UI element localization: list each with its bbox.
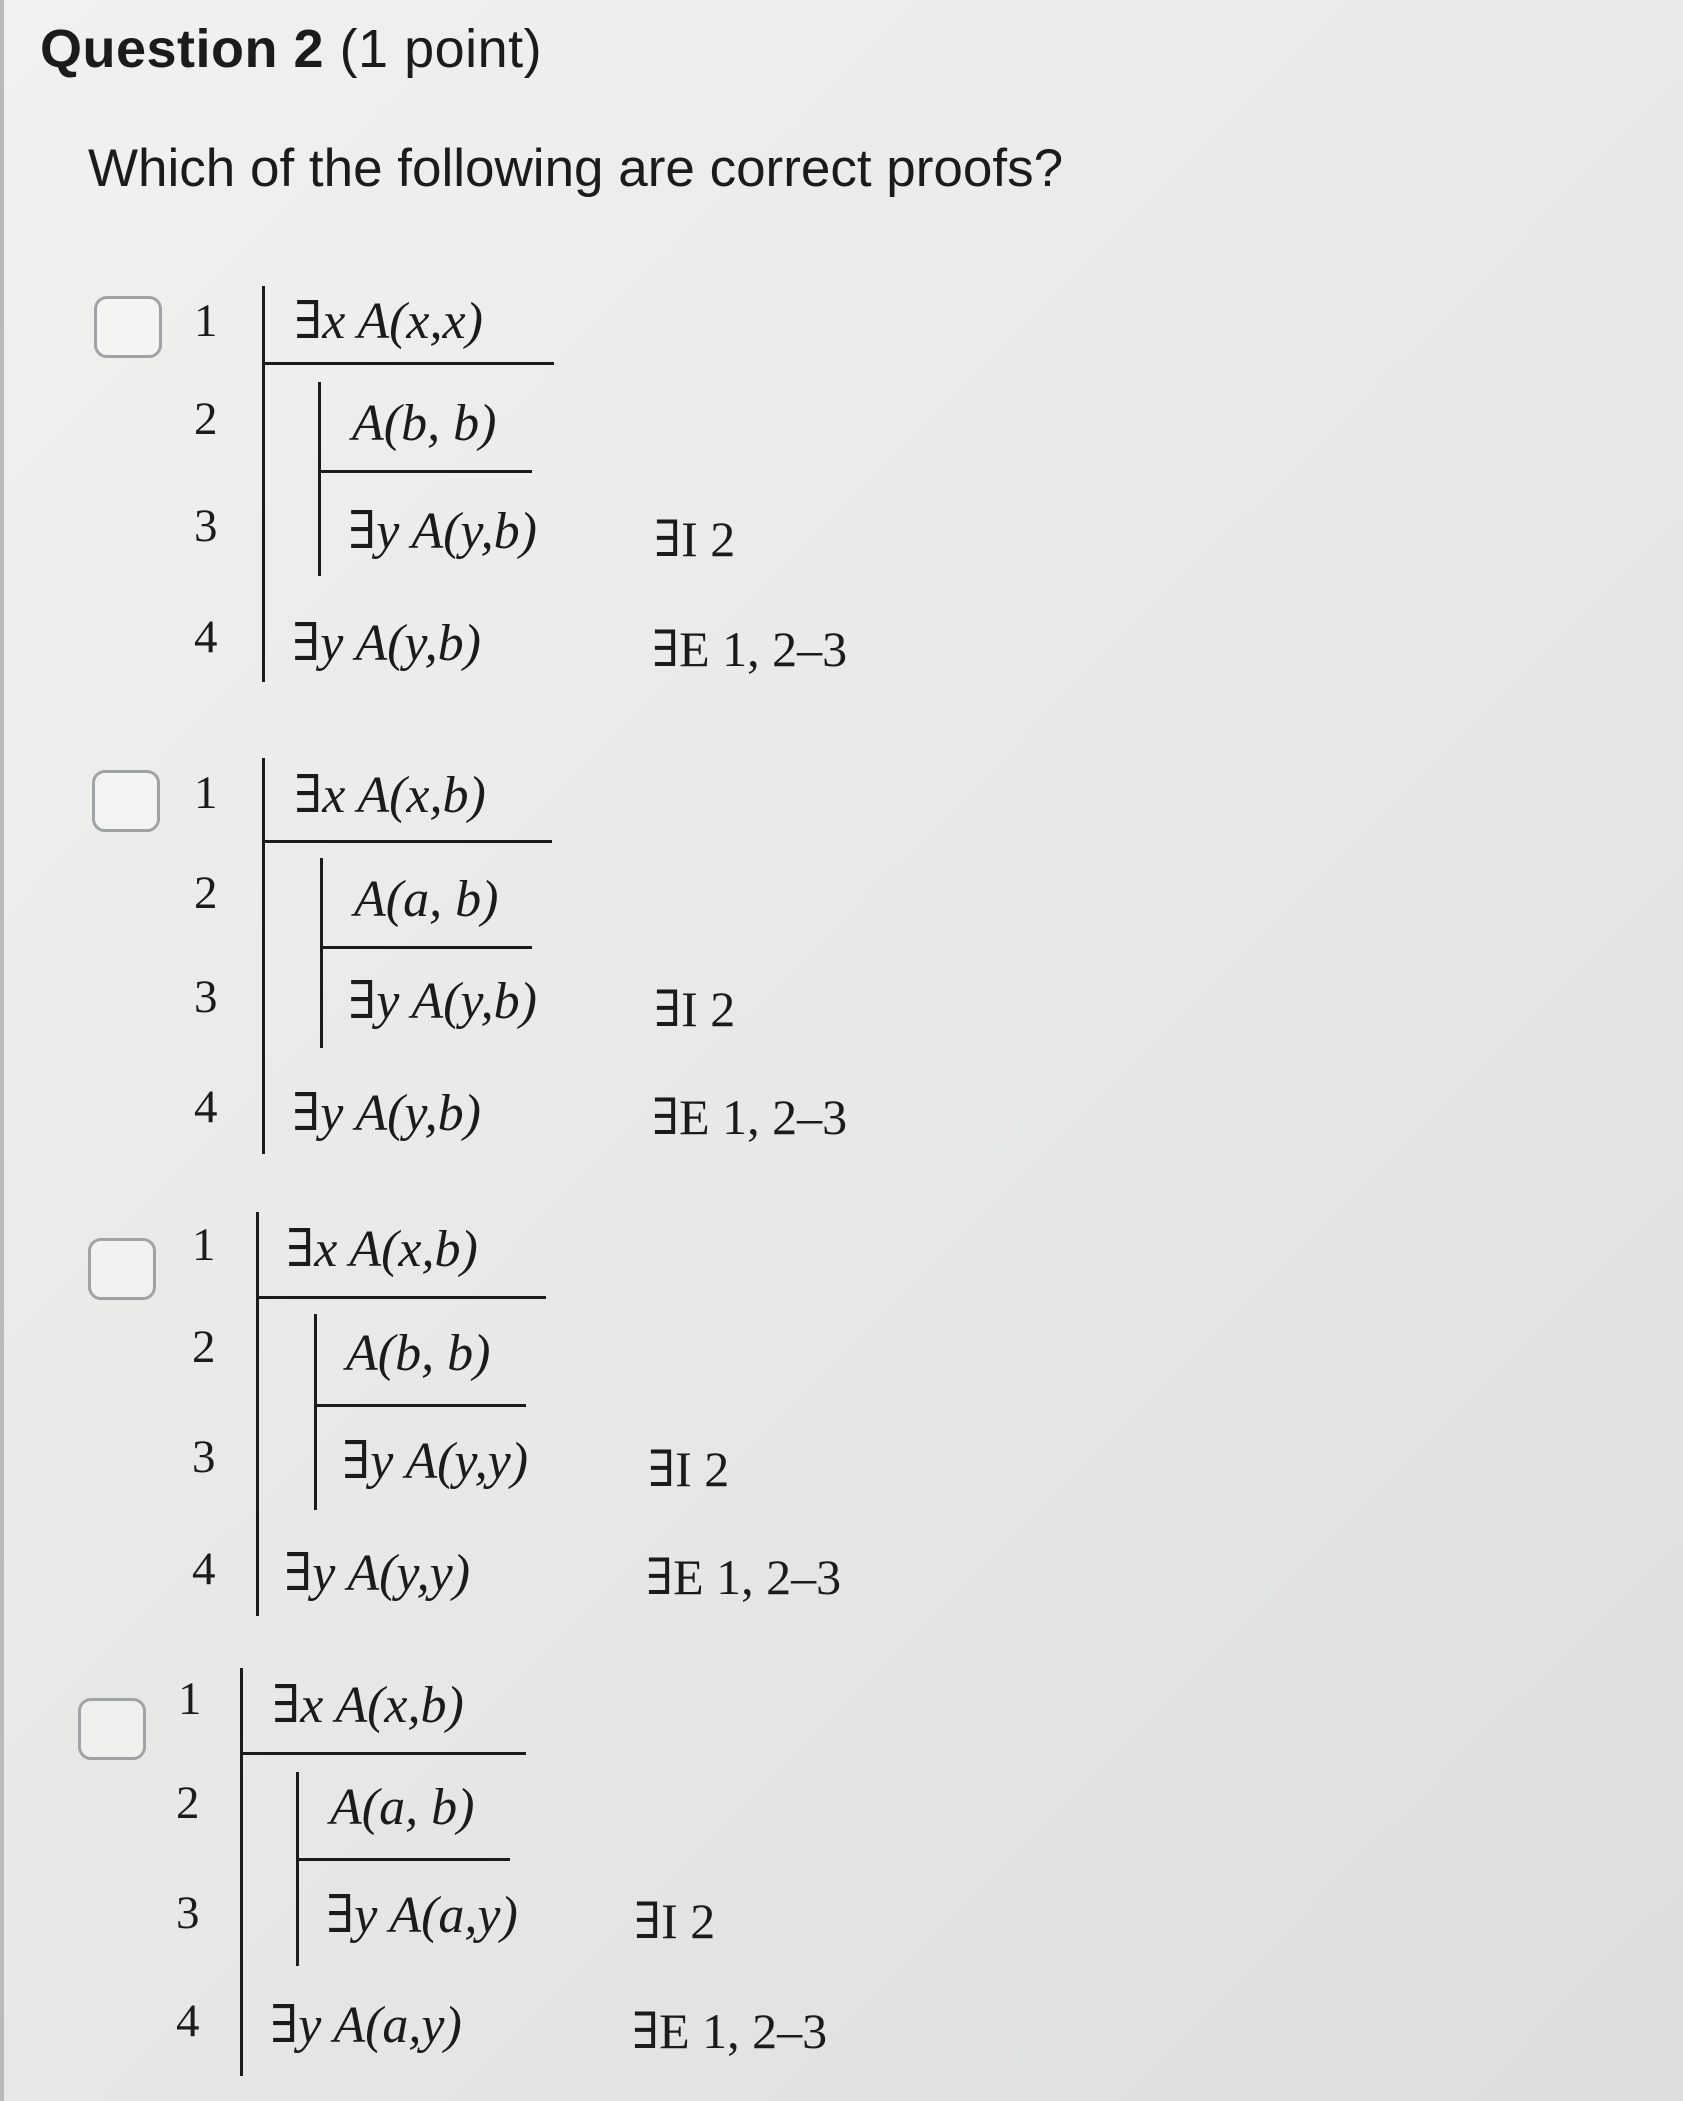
justification: ∃E 1, 2–3	[652, 621, 848, 677]
line-number: 1	[194, 295, 218, 347]
answer-option-3[interactable]	[88, 1219, 1088, 1638]
subproof-scope-bar	[296, 1772, 299, 1966]
assumption-formula: A(b, b)	[352, 395, 497, 452]
line-number: 4	[194, 611, 218, 663]
premise-separator	[256, 1296, 546, 1299]
window-edge	[0, 0, 4, 2101]
premise-separator	[262, 362, 554, 365]
option-checkbox[interactable]	[94, 296, 162, 358]
line-number: 2	[194, 393, 218, 445]
question-title	[40, 18, 542, 80]
premise-separator	[240, 1752, 526, 1755]
proof-scope-bar	[256, 1212, 259, 1616]
option-checkbox[interactable]	[88, 1238, 156, 1300]
line-number: 1	[194, 767, 218, 819]
assumption-formula: A(a, b)	[354, 871, 499, 928]
assumption-separator	[296, 1858, 510, 1861]
line-number: 2	[176, 1777, 200, 1829]
line-number: 3	[194, 971, 218, 1023]
question-number: Question 2	[40, 19, 325, 79]
answer-option-1[interactable]	[94, 293, 1094, 696]
premise-formula: ∃x A(x,b)	[286, 1221, 478, 1278]
question-points: (1 point)	[339, 19, 543, 79]
line-number: 1	[178, 1673, 202, 1725]
justification: ∃I 2	[634, 1893, 716, 1949]
premise-separator	[262, 840, 552, 843]
conclusion-formula: ∃y A(y,y)	[284, 1545, 471, 1602]
assumption-separator	[314, 1404, 526, 1407]
proof-scope-bar	[262, 286, 265, 682]
justification: ∃E 1, 2–3	[632, 2003, 828, 2059]
premise-formula: ∃x A(x,x)	[294, 293, 483, 350]
premise-formula: ∃x A(x,b)	[272, 1677, 464, 1734]
line-number: 1	[192, 1219, 216, 1271]
derived-formula: ∃y A(y,b)	[348, 503, 537, 560]
option-checkbox[interactable]	[78, 1698, 146, 1760]
assumption-formula: A(a, b)	[330, 1779, 475, 1836]
line-number: 4	[176, 1995, 200, 2047]
conclusion-formula: ∃y A(y,b)	[292, 615, 481, 672]
conclusion-formula: ∃y A(y,b)	[292, 1085, 481, 1142]
proof-scope-bar	[240, 1668, 243, 2076]
derived-formula: ∃y A(y,b)	[348, 973, 537, 1030]
derived-formula: ∃y A(a,y)	[326, 1887, 518, 1944]
justification: ∃I 2	[654, 511, 736, 567]
question-prompt: Which of the following are correct proofs?	[88, 139, 1064, 198]
justification: ∃I 2	[654, 981, 736, 1037]
subproof-scope-bar	[314, 1314, 317, 1510]
assumption-formula: A(b, b)	[346, 1325, 491, 1382]
option-checkbox[interactable]	[92, 770, 160, 832]
answer-option-4[interactable]	[78, 1673, 1078, 2098]
line-number: 2	[194, 867, 218, 919]
line-number: 4	[194, 1081, 218, 1133]
justification: ∃E 1, 2–3	[652, 1089, 848, 1145]
line-number: 2	[192, 1321, 216, 1373]
justification: ∃E 1, 2–3	[646, 1549, 842, 1605]
premise-formula: ∃x A(x,b)	[294, 767, 486, 824]
line-number: 3	[192, 1431, 216, 1483]
assumption-separator	[318, 470, 532, 473]
subproof-scope-bar	[320, 858, 323, 1048]
proof-scope-bar	[262, 758, 265, 1154]
subproof-scope-bar	[318, 382, 321, 576]
justification: ∃I 2	[648, 1441, 730, 1497]
line-number: 3	[176, 1887, 200, 1939]
line-number: 3	[194, 500, 218, 552]
answer-option-2[interactable]	[92, 767, 1092, 1170]
conclusion-formula: ∃y A(a,y)	[270, 1997, 462, 2054]
line-number: 4	[192, 1543, 216, 1595]
derived-formula: ∃y A(y,y)	[342, 1433, 529, 1490]
assumption-separator	[320, 946, 532, 949]
